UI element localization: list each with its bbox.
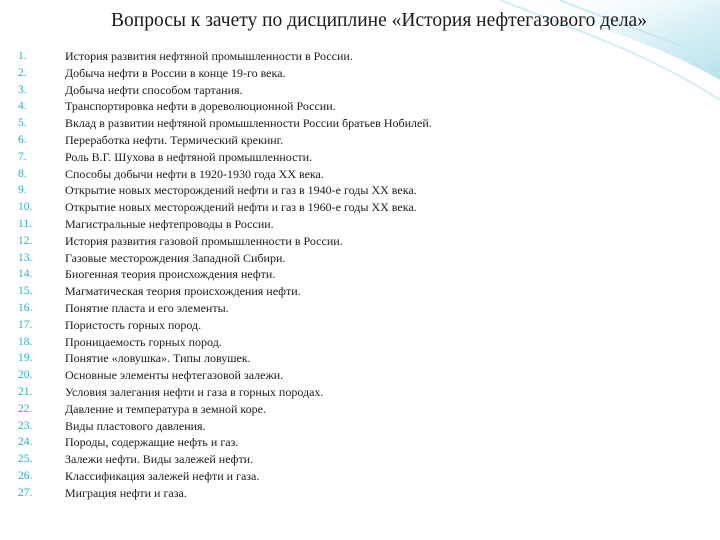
list-item bbox=[18, 98, 698, 115]
question-number: 25. bbox=[18, 453, 33, 466]
list-item bbox=[18, 48, 698, 65]
question-text: Биогенная теория происхождения нефти. bbox=[65, 267, 276, 282]
question-number: 1. bbox=[18, 50, 27, 62]
list-item bbox=[18, 434, 698, 451]
question-number: 19. bbox=[18, 352, 33, 365]
question-number: 3. bbox=[18, 83, 27, 96]
question-number: 27. bbox=[18, 486, 33, 499]
question-text: История развития нефтяной промышленности в России. bbox=[65, 49, 353, 63]
question-number: 23. bbox=[18, 419, 33, 432]
list-item bbox=[18, 485, 698, 502]
list-item bbox=[18, 182, 698, 199]
question-number: 9. bbox=[18, 184, 27, 197]
list-item bbox=[18, 65, 698, 82]
question-text: Проницаемость горных пород. bbox=[65, 334, 222, 349]
question-text: История развития газовой промышленности в России. bbox=[65, 233, 343, 248]
list-item bbox=[18, 283, 698, 300]
question-text: Переработка нефти. Термический крекинг. bbox=[65, 132, 284, 147]
question-text: Газовые месторождения Западной Сибири. bbox=[65, 250, 286, 265]
question-text: Миграция нефти и газа. bbox=[65, 485, 187, 500]
question-text: Залежи нефти. Виды залежей нефти. bbox=[65, 452, 254, 467]
question-number: 17. bbox=[18, 318, 33, 331]
question-text: Способы добычи нефти в 1920-1930 года XX века. bbox=[65, 166, 324, 181]
list-item bbox=[18, 451, 698, 468]
question-text: Основные элементы нефтегазовой залежи. bbox=[65, 368, 284, 383]
question-number: 11. bbox=[18, 217, 32, 230]
list-item bbox=[18, 132, 698, 149]
list-item bbox=[18, 266, 698, 283]
question-text: Открытие новых месторождений нефти и газ в 1960-е годы XX века. bbox=[65, 200, 417, 215]
question-number: 12. bbox=[18, 234, 33, 247]
question-number: 14. bbox=[18, 268, 33, 281]
question-text: Роль В.Г. Шухова в нефтяной промышленности. bbox=[65, 149, 313, 164]
question-text: Открытие новых месторождений нефти и газ в 1940-е годы XX века. bbox=[65, 183, 417, 198]
list-item bbox=[18, 350, 698, 367]
list-item bbox=[18, 233, 698, 250]
question-number: 13. bbox=[18, 251, 33, 264]
question-text: Вклад в развитии нефтяной промышленности России братьев Нобилей. bbox=[65, 116, 432, 131]
list-item bbox=[18, 300, 698, 317]
question-text: Добыча нефти способом тартания. bbox=[65, 82, 243, 97]
list-item bbox=[18, 468, 698, 485]
question-text: Классификация залежей нефти и газа. bbox=[65, 468, 260, 483]
question-text: Виды пластового давления. bbox=[65, 418, 206, 433]
list-item bbox=[18, 115, 698, 132]
question-number: 8. bbox=[18, 167, 27, 180]
question-number: 22. bbox=[18, 402, 33, 415]
question-number: 4. bbox=[18, 100, 27, 113]
question-number: 16. bbox=[18, 301, 33, 314]
list-item bbox=[18, 401, 698, 418]
slide-title: Вопросы к зачету по дисциплине «История нефтегазового дела» bbox=[111, 10, 647, 31]
question-text: Пористость горных пород. bbox=[65, 317, 202, 332]
question-text: Транспортировка нефти в дореволюционной России. bbox=[65, 99, 336, 114]
question-number: 10. bbox=[18, 201, 33, 214]
list-item bbox=[18, 250, 698, 267]
list-item bbox=[18, 82, 698, 99]
list-item bbox=[18, 149, 698, 166]
question-number: 6. bbox=[18, 133, 27, 146]
list-item bbox=[18, 216, 698, 233]
question-text: Понятие «ловушка». Типы ловушек. bbox=[65, 351, 251, 366]
question-number: 21. bbox=[18, 385, 33, 398]
list-item bbox=[18, 317, 698, 334]
question-text: Магистральные нефтепроводы в России. bbox=[65, 216, 274, 231]
list-item bbox=[18, 199, 698, 216]
question-number: 5. bbox=[18, 117, 27, 130]
list-item bbox=[18, 367, 698, 384]
question-number: 2. bbox=[18, 66, 27, 79]
question-number: 24. bbox=[18, 436, 33, 449]
question-text: Добыча нефти в России в конце 19-го века. bbox=[65, 65, 286, 80]
question-text: Понятие пласта и его элементы. bbox=[65, 300, 229, 315]
list-item bbox=[18, 166, 698, 183]
question-list bbox=[18, 48, 698, 502]
question-number: 18. bbox=[18, 335, 33, 348]
question-number: 26. bbox=[18, 469, 33, 482]
question-text: Магматическая теория происхождения нефти. bbox=[65, 284, 301, 299]
list-item bbox=[18, 418, 698, 435]
question-number: 20. bbox=[18, 369, 33, 382]
question-text: Условия залегания нефти и газа в горных породах. bbox=[65, 384, 324, 399]
question-text: Давление и температура в земной коре. bbox=[65, 401, 266, 416]
question-text: Породы, содержащие нефть и газ. bbox=[65, 435, 239, 450]
question-number: 7. bbox=[18, 150, 27, 163]
list-item bbox=[18, 384, 698, 401]
list-item bbox=[18, 334, 698, 351]
question-number: 15. bbox=[18, 285, 33, 298]
